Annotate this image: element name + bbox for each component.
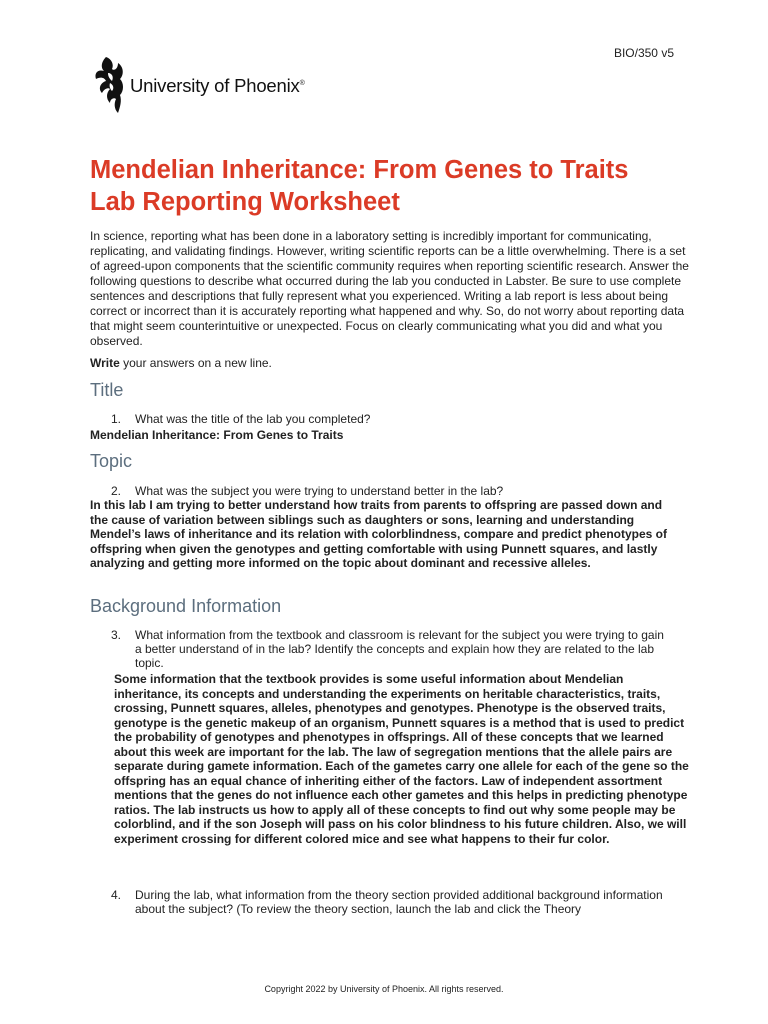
question-2: 2. What was the subject you were trying to understand better in the lab?: [111, 484, 504, 498]
course-code: BIO/350 v5: [613, 46, 674, 60]
instructions-line: Write your answers on a new line.: [90, 356, 272, 370]
answer-1: Mendelian Inheritance: From Genes to Traits: [90, 428, 344, 442]
question-3: 3. What information from the textbook and classroom is relevant for the subject you were trying to gain a better understand of in the lab? Identify the concepts and explain how they are related to the lab topic.: [111, 628, 664, 670]
logo-text: University of Phoenix®: [130, 75, 305, 96]
section-heading-title: Title: [90, 380, 124, 400]
question-4: 4. During the lab, what information from the theory section provided additional background information about the subject? (To review the theory section, launch the lab and click the Theory: [111, 888, 663, 916]
section-heading-topic: Topic: [90, 451, 133, 471]
section-heading-background: Background Information: [90, 596, 282, 616]
title-line-2: Lab Reporting Worksheet: [90, 188, 400, 216]
answer-2: In this lab I am trying to better understand how traits from parents to offspring are passed down and the cause of variation between siblings such as daughters or sons, learning and understanding Mendel’s laws of inheritance and its relation with colorblindness, compare and predict phenotypes of offspring when given the genotypes and getting comfortable with using Punnett squares, and lastly analyzing and getting more informed on the topic about dominant and recessive alleles.: [90, 498, 667, 570]
title-line-1: Mendelian Inheritance: From Genes to Traits: [90, 156, 629, 184]
document-title: [90, 154, 710, 218]
phoenix-bird-icon: [92, 55, 126, 115]
answer-3: Some information that the textbook provides is some useful information about Mendelian inheritance, its concepts and understanding the experiments on heritable characteristics, traits, crossing, Punnett squares, alleles, phenotypes and genotypes. Phenotype is the observed traits, genotype is the genetic makeup of an organism, Punnett squares is a method that is used to predict the probability of genotypes and phenotypes in offsprings. All of these concepts that we learned about this week are important for the lab. The law of segregation mentions that the allele pairs are separate during gamete information. Each of the gametes carry one allele for each of the gene so the offspring has an equal chance of inheriting either of the factors. Law of independent assortment mentions that the genes do not influence each other gametes and this helps in predicting phenotype ratios. The lab instructs us how to apply all of these concepts to find out why some people may be colorblind, and if the son Joseph will pass on his color blindness to his future children. Also, we will experiment crossing for different colored mice and see what happens to their fur color.: [114, 672, 689, 846]
university-logo: [92, 55, 305, 115]
question-1: 1. What was the title of the lab you completed?: [111, 412, 371, 426]
intro-paragraph: In science, reporting what has been done in a laboratory setting is incredibly important for communicating, replicating, and validating findings. However, writing scientific reports can be a little overwhelming. There is a set of agreed-upon components that the scientific community requires when reporting scientific research. Answer the following questions to describe what occurred during the lab you conducted in Labster. Be sure to use complete sentences and descriptions that fully represent what you experienced. Writing a lab report is less about being correct or incorrect than it is accurately reporting what happened and why. So, do not worry about reporting data that might seem counterintuitive or unexpected. Focus on clearly communicating what you did and what you observed.: [90, 229, 689, 348]
footer-copyright: Copyright 2022 by University of Phoenix. All rights reserved.: [264, 984, 504, 994]
